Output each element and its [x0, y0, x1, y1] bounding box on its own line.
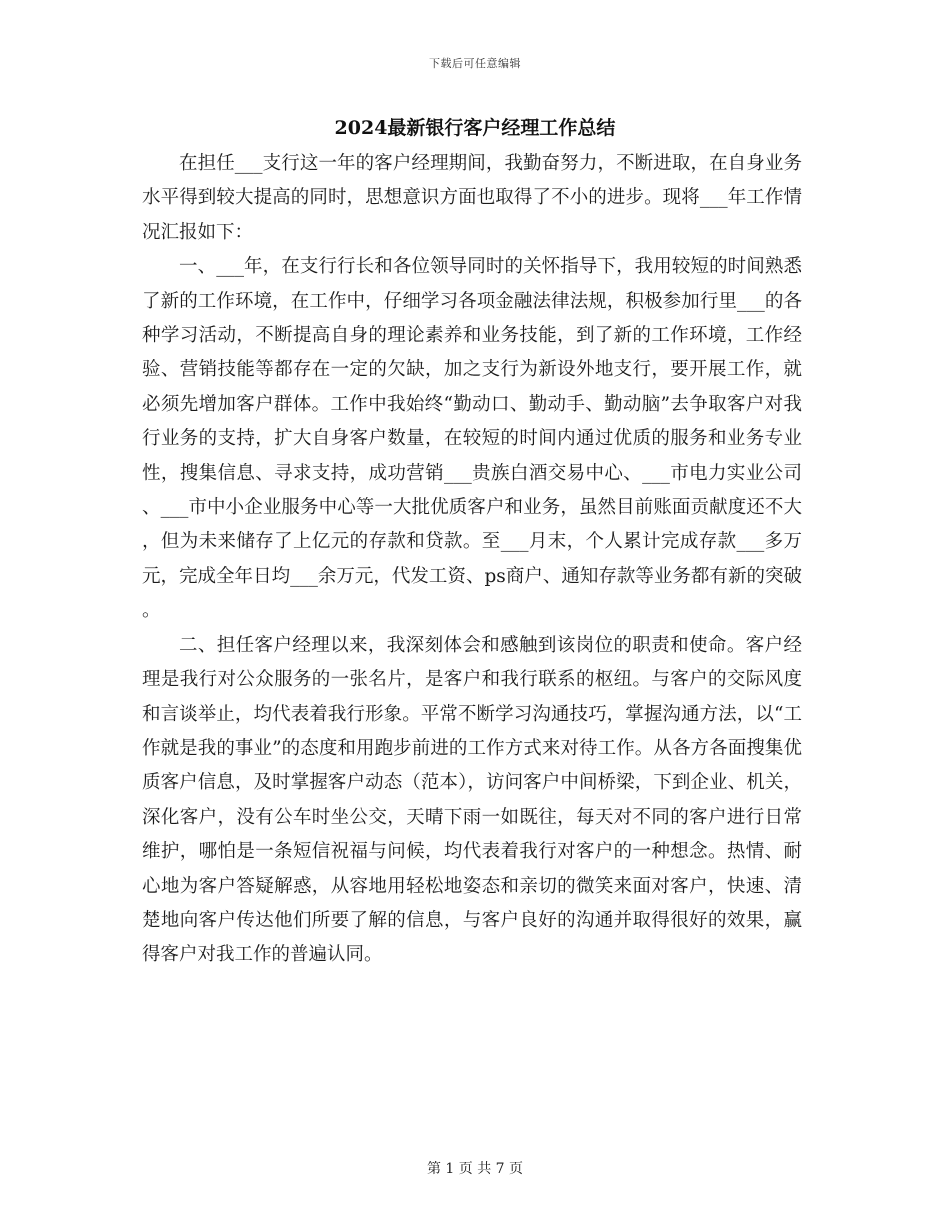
- body-paragraph: 一、___年，在支行行长和各位领导同时的关怀指导下，我用较短的时间熟悉了新的工作环境，在工作中，仔细学习各项金融法律法规，积极参加行里___的各种学习活动，不断提高自身的理论素养和业务技能，到了新的工作环境，工作经验、营销技能等都存在一定的欠缺，加之支行为新设外地支行，要开展工作，就必须先增加客户群体。工作中我始终“勤动口、勤动手、勤动脑”去争取客户对我行业务的支持，扩大自身客户数量，在较短的时间内通过优质的服务和业务专业性，搜集信息、寻求支持，成功营销___贵族白酒交易中心、___市电力实业公司、___市中小企业服务中心等一大批优质客户和业务，虽然目前账面贡献度还不大，但为未来储存了上亿元的存款和贷款。至___月末，个人累计完成存款___多万元，完成全年日均___余万元，代发工资、ps商户、通知存款等业务都有新的突破。: [142, 256, 802, 622]
- page-footer: 第 1 页 共 7 页: [426, 1161, 524, 1177]
- header-note: 下载后可任意编辑: [429, 57, 521, 70]
- document-title: 2024最新银行客户经理工作总结: [334, 117, 616, 139]
- body-paragraph: 二、担任客户经理以来，我深刻体会和感触到该岗位的职责和使命。客户经理是我行对公众服务的一张名片，是客户和我行联系的枢纽。与客户的交际风度和言谈举止，均代表着我行形象。平常不断学习沟通技巧，掌握沟通方法，以“工作就是我的事业”的态度和用跑步前进的工作方式来对待工作。从各方各面搜集优质客户信息，及时掌握客户动态（范本），访问客户中间桥梁，下到企业、机关，深化客户，没有公车时坐公交，天晴下雨一如既往，每天对不同的客户进行日常维护，哪怕是一条短信祝福与问候，均代表着我行对客户的一种想念。热情、耐心地为客户答疑解惑，从容地用轻松地姿态和亲切的微笑来面对客户，快速、清楚地向客户传达他们所要了解的信息，与客户良好的沟通并取得很好的效果，赢得客户对我工作的普遍认同。: [142, 634, 802, 966]
- document-body: [142, 147, 802, 973]
- body-paragraph: 在担任___支行这一年的客户经理期间，我勤奋努力，不断进取，在自身业务水平得到较大提高的同时，思想意识方面也取得了不小的进步。现将___年工作情况汇报如下：: [142, 153, 802, 243]
